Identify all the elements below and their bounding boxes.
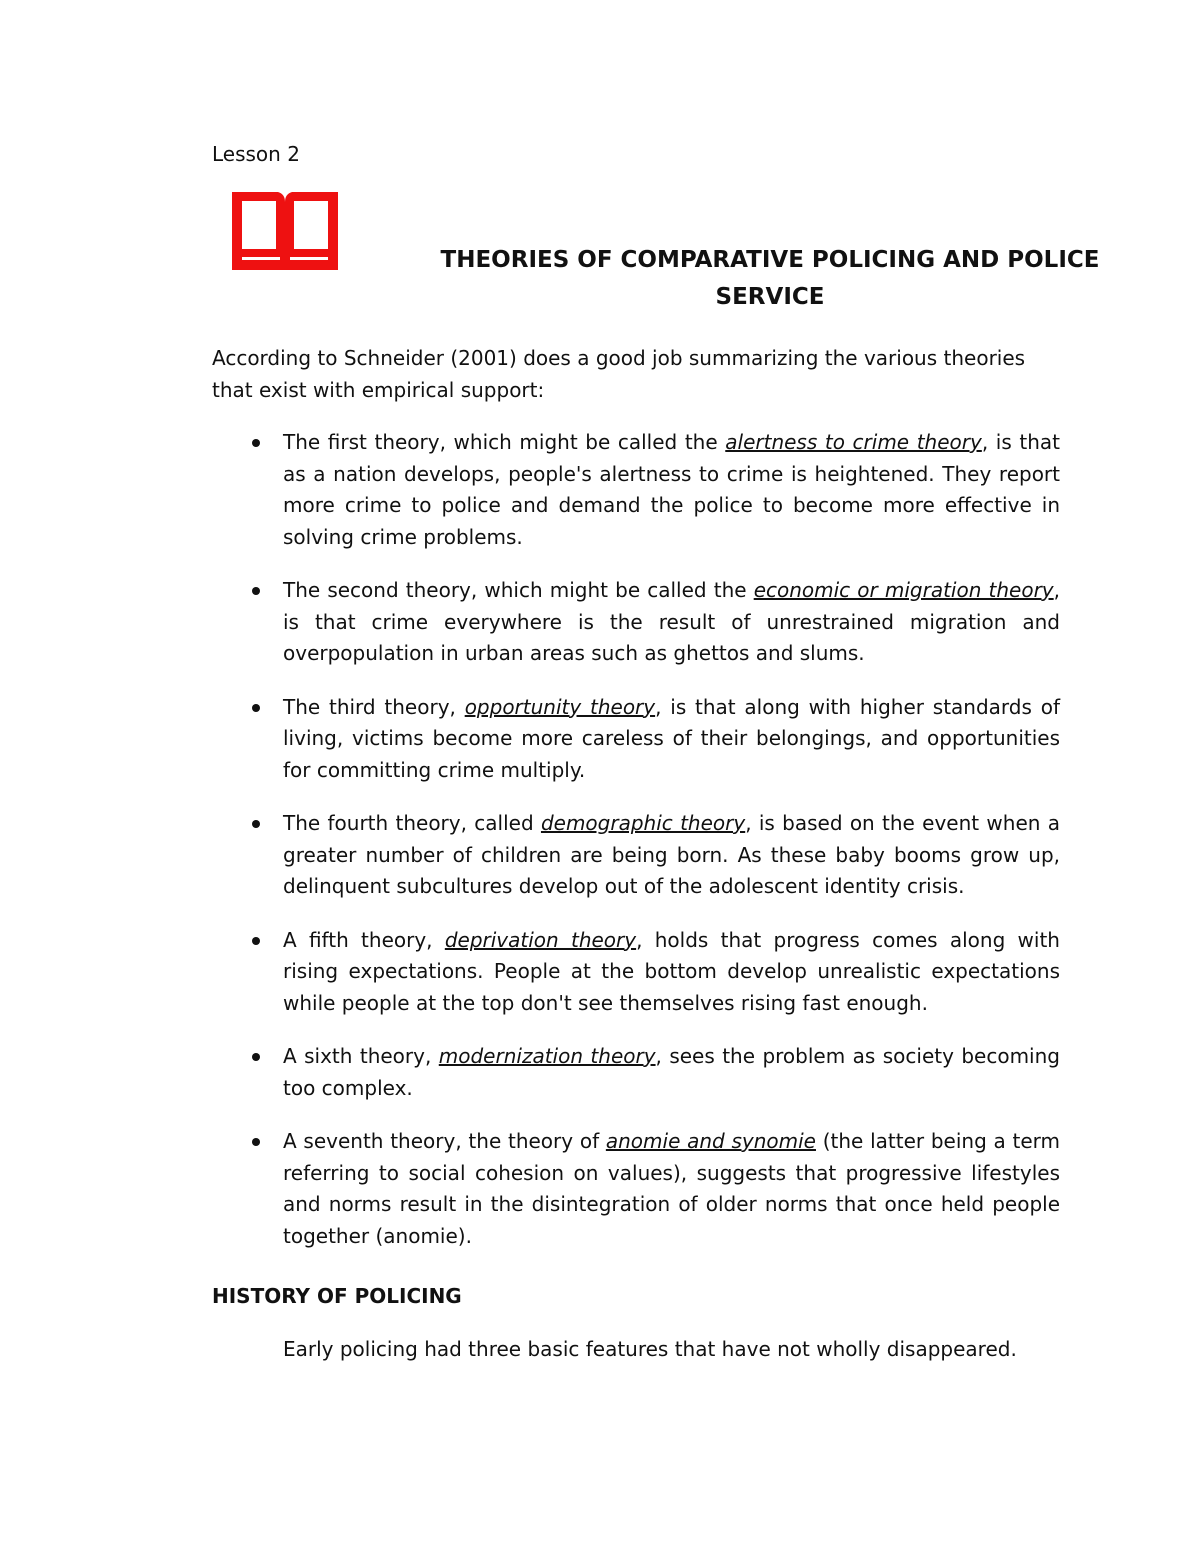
theory-text: A sixth theory, bbox=[283, 1044, 439, 1068]
theory-text: (the latter being a term referring to social cohesion on values), suggests that progressive lifestyles and norms result in the disintegration of older norms that once held people together (anomie). bbox=[283, 1129, 1060, 1248]
history-paragraph: Early policing had three basic features that have not wholly disappeared. bbox=[283, 1337, 1017, 1361]
theory-text: , is based on the event when a greater number of children are being born. As these baby booms grow up, delinquent subcultures develop out of the adolescent identity crisis. bbox=[283, 811, 1060, 898]
bullet-icon bbox=[252, 820, 260, 828]
theory-text: A seventh theory, the theory of bbox=[283, 1129, 606, 1153]
bullet-icon bbox=[252, 1053, 260, 1061]
list-item bbox=[212, 575, 1060, 670]
theory-term: alertness to crime theory bbox=[725, 430, 982, 454]
theory-text: A fifth theory, bbox=[283, 927, 445, 952]
list-item bbox=[212, 1126, 1060, 1252]
theory-term: deprivation theory bbox=[444, 927, 637, 952]
list-item bbox=[212, 427, 1060, 553]
theory-text: , is that along with higher standards of living, victims become more careless of their belongings, and opportunities for committing crime multiply. bbox=[283, 694, 1060, 782]
theory-text: , sees the problem as society becoming too complex. bbox=[283, 1044, 1060, 1100]
intro-paragraph: According to Schneider (2001) does a good job summarizing the various theories that exist with empirical support: bbox=[212, 346, 1026, 402]
list-item bbox=[212, 808, 1060, 903]
theory-term: demographic theory bbox=[540, 811, 746, 835]
theory-text: , holds that progress comes along with rising expectations. People at the bottom develop unrealistic expectations while people at the top don't see themselves rising fast enough. bbox=[283, 927, 1060, 1015]
theory-text: , is that as a nation develops, people's alertness to crime is heightened. They report more crime to police and demand the police to become more effective in solving crime problems. bbox=[283, 430, 1060, 549]
theory-text: The third theory, bbox=[283, 694, 465, 719]
theory-text: The second theory, which might be called the bbox=[283, 578, 754, 602]
theory-term: anomie and synomie bbox=[605, 1129, 816, 1153]
section-heading-history: HISTORY OF POLICING bbox=[212, 1284, 462, 1308]
bullet-icon bbox=[252, 1138, 260, 1146]
lesson-label: Lesson 2 bbox=[212, 142, 300, 166]
bullet-icon bbox=[252, 937, 260, 945]
list-item bbox=[212, 692, 1060, 787]
bullet-icon bbox=[252, 704, 260, 712]
open-book-icon bbox=[232, 192, 338, 270]
list-item bbox=[212, 925, 1060, 1020]
theory-list bbox=[212, 427, 1060, 1274]
list-item bbox=[212, 1041, 1060, 1104]
theory-text: , is that crime everywhere is the result of unrestrained migration and overpopulation in urban areas such as ghettos and slums. bbox=[283, 578, 1060, 665]
theory-term: modernization theory bbox=[438, 1044, 656, 1068]
theory-term: opportunity theory bbox=[464, 694, 656, 719]
document-title: THEORIES OF COMPARATIVE POLICING AND POLICE SERVICE bbox=[440, 247, 1100, 310]
theory-text: The fourth theory, called bbox=[283, 811, 541, 835]
theory-term: economic or migration theory bbox=[753, 578, 1054, 602]
bullet-icon bbox=[252, 439, 260, 447]
theory-text: The first theory, which might be called the bbox=[283, 430, 726, 454]
bullet-icon bbox=[252, 587, 260, 595]
